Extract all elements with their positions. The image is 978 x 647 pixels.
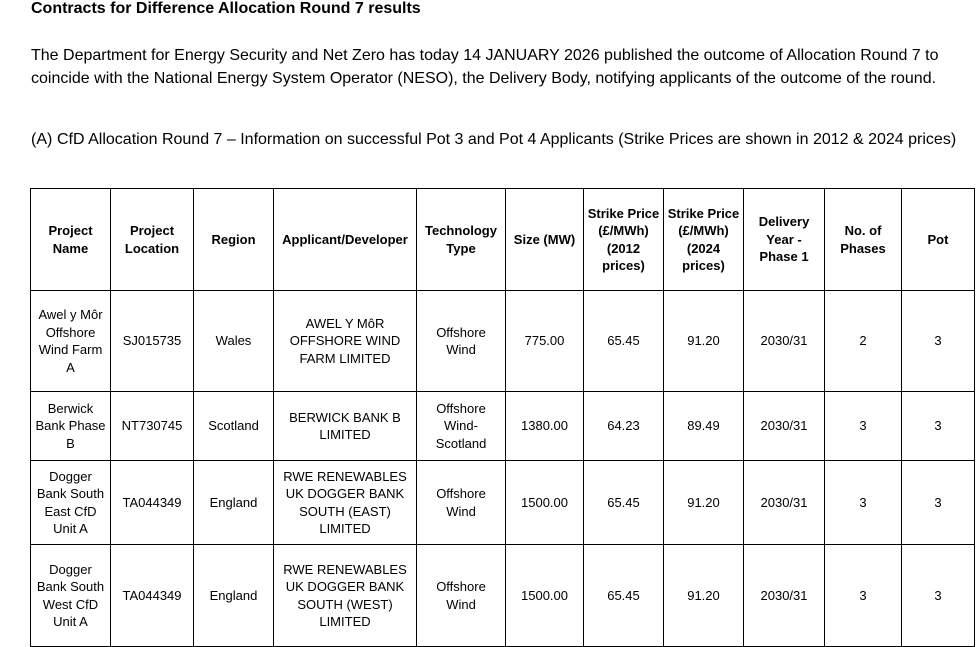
- header-strike-price-2012: Strike Price (£/MWh) (2012 prices): [584, 189, 664, 291]
- cell-delivery-year: 2030/31: [744, 461, 825, 545]
- cell-no-of-phases: 3: [825, 545, 902, 647]
- cell-pot: 3: [902, 392, 975, 461]
- header-applicant-developer: Applicant/Developer: [274, 189, 417, 291]
- cell-strike-price-2012: 65.45: [584, 461, 664, 545]
- cell-size: 1500.00: [506, 461, 584, 545]
- cell-strike-price-2012: 65.45: [584, 291, 664, 392]
- section-marker: (A): [31, 131, 53, 148]
- cell-delivery-year: 2030/31: [744, 291, 825, 392]
- cell-strike-price-2024: 89.49: [664, 392, 744, 461]
- header-region: Region: [194, 189, 274, 291]
- cell-applicant-developer: BERWICK BANK B LIMITED: [274, 392, 417, 461]
- cell-strike-price-2024: 91.20: [664, 291, 744, 392]
- header-no-of-phases: No. of Phases: [825, 189, 902, 291]
- cell-pot: 3: [902, 461, 975, 545]
- cell-applicant-developer: RWE RENEWABLES UK DOGGER BANK SOUTH (WEST) LIMITED: [274, 545, 417, 647]
- cell-strike-price-2012: 64.23: [584, 392, 664, 461]
- cell-size: 1380.00: [506, 392, 584, 461]
- table-row: [31, 461, 975, 545]
- cell-technology-type: Offshore Wind: [417, 291, 506, 392]
- cell-no-of-phases: 2: [825, 291, 902, 392]
- cell-technology-type: Offshore Wind-Scotland: [417, 392, 506, 461]
- cell-applicant-developer: AWEL Y MôR OFFSHORE WIND FARM LIMITED: [274, 291, 417, 392]
- cell-size: 775.00: [506, 291, 584, 392]
- header-project-name: Project Name: [31, 189, 111, 291]
- cell-delivery-year: 2030/31: [744, 392, 825, 461]
- document-title: Contracts for Difference Allocation Round 7 results: [31, 0, 421, 17]
- cell-technology-type: Offshore Wind: [417, 545, 506, 647]
- cell-region: England: [194, 461, 274, 545]
- header-project-location: Project Location: [111, 189, 194, 291]
- results-table: [30, 188, 975, 647]
- section-heading: [31, 128, 961, 151]
- cell-strike-price-2024: 91.20: [664, 461, 744, 545]
- cell-region: Scotland: [194, 392, 274, 461]
- header-size: Size (MW): [506, 189, 584, 291]
- cell-project-name: Dogger Bank South West CfD Unit A: [31, 545, 111, 647]
- header-technology-type: Technology Type: [417, 189, 506, 291]
- cell-no-of-phases: 3: [825, 461, 902, 545]
- cell-pot: 3: [902, 291, 975, 392]
- table-row: [31, 545, 975, 647]
- cell-project-name: Berwick Bank Phase B: [31, 392, 111, 461]
- cell-applicant-developer: RWE RENEWABLES UK DOGGER BANK SOUTH (EAST) LIMITED: [274, 461, 417, 545]
- intro-paragraph: The Department for Energy Security and Net Zero has today 14 JANUARY 2026 published the outcome of Allocation Round 7 to coincide with the National Energy System Operator (NESO), the Delivery Body, notifying applicants of the outcome of the round.: [31, 47, 939, 87]
- cell-project-name: Dogger Bank South East CfD Unit A: [31, 461, 111, 545]
- cell-project-location: NT730745: [111, 392, 194, 461]
- cell-pot: 3: [902, 545, 975, 647]
- cell-strike-price-2024: 91.20: [664, 545, 744, 647]
- cell-no-of-phases: 3: [825, 392, 902, 461]
- cell-strike-price-2012: 65.45: [584, 545, 664, 647]
- table-row: [31, 291, 975, 392]
- cell-technology-type: Offshore Wind: [417, 461, 506, 545]
- cell-delivery-year: 2030/31: [744, 545, 825, 647]
- cell-region: England: [194, 545, 274, 647]
- cell-project-location: SJ015735: [111, 291, 194, 392]
- cell-region: Wales: [194, 291, 274, 392]
- cell-project-location: TA044349: [111, 461, 194, 545]
- header-pot: Pot: [902, 189, 975, 291]
- cell-project-location: TA044349: [111, 545, 194, 647]
- table-row: [31, 392, 975, 461]
- cell-project-name: Awel y Môr Offshore Wind Farm A: [31, 291, 111, 392]
- section-heading-text: CfD Allocation Round 7 – Information on successful Pot 3 and Pot 4 Applicants (Strike Prices are shown in 2012 & 2024 prices): [57, 131, 957, 148]
- cell-size: 1500.00: [506, 545, 584, 647]
- header-delivery-year: Delivery Year - Phase 1: [744, 189, 825, 291]
- table-header-row: [31, 189, 975, 291]
- header-strike-price-2024: Strike Price (£/MWh) (2024 prices): [664, 189, 744, 291]
